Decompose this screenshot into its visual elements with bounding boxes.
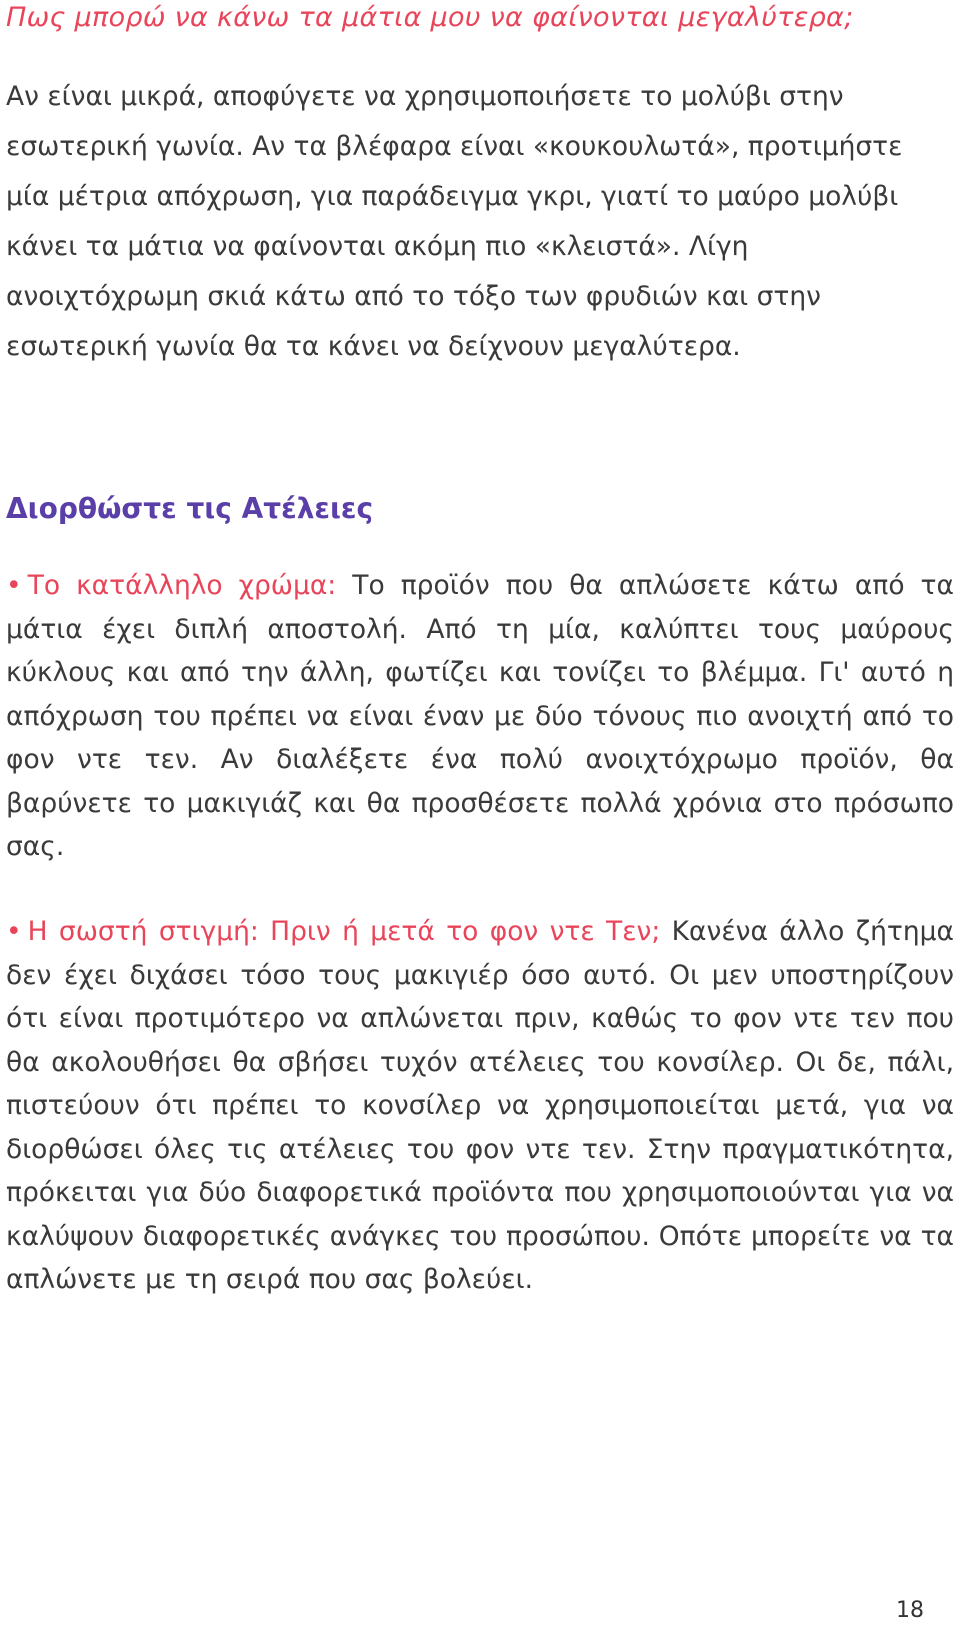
bullet-lead-text: Η σωστή στιγμή: Πριν ή μετά το φον ντε Τεν; <box>27 916 661 947</box>
question-answer-paragraph: Αν είναι μικρά, αποφύγετε να χρησιμοποιήσετε το μολύβι στην εσωτερική γωνία. Αν τα βλέφαρα είναι «κουκουλωτά», προτιμήστε μία μέτρια απόχρωση, για παράδειγμα γκρι, γιατί το μαύρο μολύβι κάνει τα μάτια να φαίνονται ακόμη πιο «κλειστά». Λίγη ανοιχτόχρωμη σκιά κάτω από το τόξο των φρυδιών και στην εσωτερική γωνία θα τα κάνει να δείχνουν μεγαλύτερα. <box>6 81 903 362</box>
bullet-dot-icon: • <box>6 916 22 947</box>
bullet-dot-icon: • <box>6 570 22 601</box>
question-title: Πως μπορώ να κάνω τα μάτια μου να φαίνονται μεγαλύτερα; <box>6 2 854 33</box>
section-heading: Διορθώστε τις Ατέλειες <box>6 492 374 525</box>
bullet-body-text: Κανένα άλλο ζήτημα δεν έχει διχάσει τόσο τους μακιγιέρ όσο αυτό. Οι μεν υποστηρίζουν ότι είναι προτιμότερο να απλώνεται πριν, καθώς το φον ντε τεν που θα ακολουθήσει θα σβήσει τυχόν ατέλειες του κονσίλερ. Οι δε, πάλι, πιστεύουν ότι πρέπει το κονσίλερ να χρησιμοποιείται μετά, για να διορθώσει όλες τις ατέλειες του φον ντε τεν. Στην πραγματικότητα, πρόκειται για δύο διαφορετικά προϊόντα που χρησιμοποιούνται για να καλύψουν διαφορετικές ανάγκες του προσώπου. Οπότε μπορείτε να τα απλώνετε με τη σειρά που σας βολεύει. <box>6 916 954 1295</box>
bullet-lead-text: Το κατάλληλο χρώμα: <box>27 570 337 601</box>
bullet-body-text: Το προϊόν που θα απλώσετε κάτω από τα μάτια έχει διπλή αποστολή. Από τη μία, καλύπτει τους μαύρους κύκλους και από την άλλη, φωτίζει και τονίζει το βλέμμα. Γι' αυτό η απόχρωση του πρέπει να είναι έναν με δύο τόνους πιο ανοιχτή από το φον ντε τεν. Αν διαλέξετε ένα πολύ ανοιχτόχρωμο προϊόν, θα βαρύνετε το μακιγιάζ και θα προσθέσετε πολλά χρόνια στο πρόσωπο σας. <box>6 570 954 862</box>
bullet-item-right-color <box>6 564 954 869</box>
bullet-item-right-moment <box>6 910 954 1302</box>
page-number: 18 <box>896 1598 924 1623</box>
